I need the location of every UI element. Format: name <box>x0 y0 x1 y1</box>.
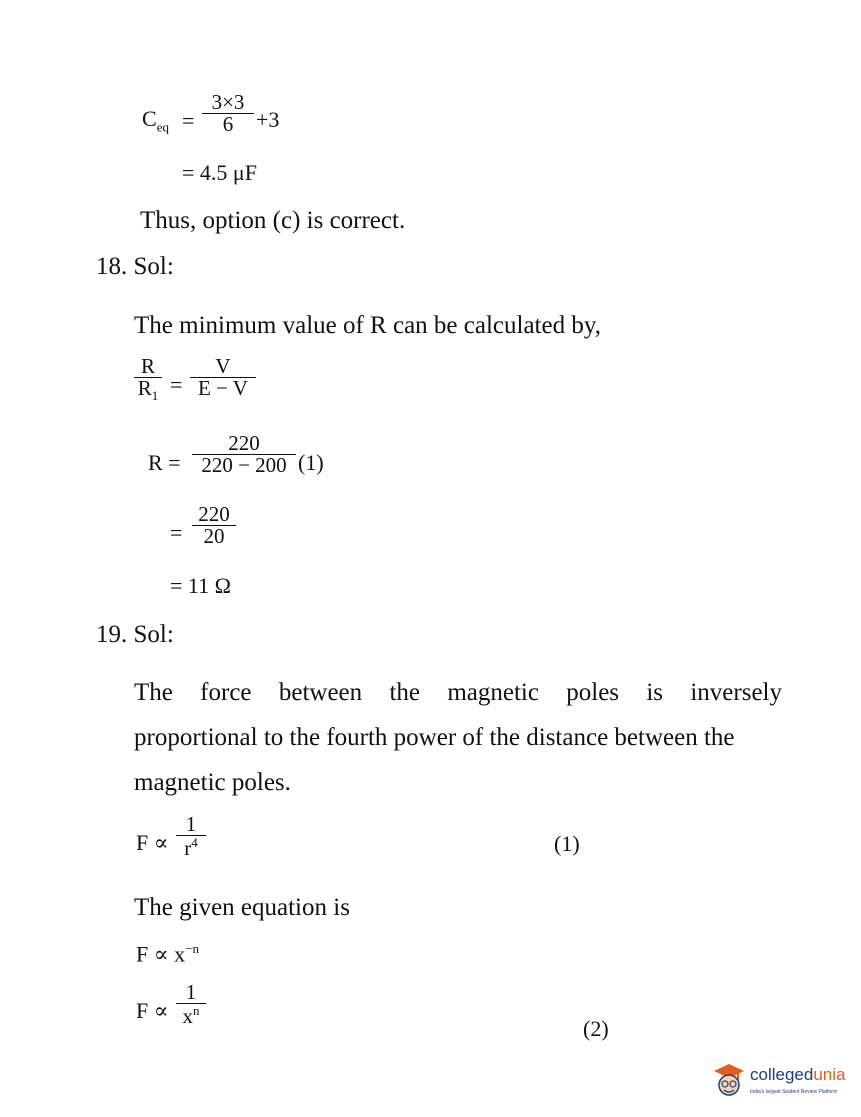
mark-2: (2) <box>583 1016 609 1041</box>
graduate-icon <box>712 1061 746 1101</box>
logo-tagline: India's largest Student Review Platform <box>750 1089 838 1095</box>
fraction-220-over-220-minus-200: 220 220 − 200 <box>192 433 296 476</box>
fraction-1-over-r4: 1 $r^4$ <box>176 814 206 859</box>
given-equation: $F \propto x^{-n}$ <box>136 941 199 967</box>
fraction-3x3-over-6: 3×3 6 <box>202 92 254 135</box>
plus-three: +3 <box>256 107 280 132</box>
fraction-r-over-r1: R $R_1$ <box>134 356 162 402</box>
mark-1: (1) <box>298 450 324 475</box>
heading-q19: 19. Sol: <box>96 621 174 648</box>
q18-intro: The minimum value of R can be calculated by, <box>134 312 601 339</box>
conclusion-17: Thus, option (c) is correct. <box>140 207 406 234</box>
f-proportional: F ∝ <box>136 998 169 1023</box>
fraction-220-over-20: 220 20 <box>192 504 236 547</box>
mark-1: (1) <box>554 831 580 856</box>
f-proportional: F ∝ <box>136 830 169 855</box>
given-equation-text: The given equation is <box>134 894 350 921</box>
fraction-v-over-e-minus-v: V E − V <box>190 356 256 399</box>
equals-sign: = <box>170 520 183 545</box>
ceq-result: = 4.5 μF <box>182 160 257 185</box>
heading-q18: 18. Sol: <box>96 253 174 280</box>
c-eq-symbol: $C_{eq}$ <box>142 106 169 135</box>
r-result: = 11 Ω <box>170 573 231 598</box>
q19-para-line-1: The force between the magnetic poles is inversely <box>134 679 782 706</box>
q19-para-line-2: proportional to the fourth power of the distance between the <box>134 724 735 751</box>
fraction-1-over-xn: 1 $x^n$ <box>176 982 206 1027</box>
equals-sign: = <box>170 372 183 397</box>
logo-name: collegedunia <box>750 1065 846 1084</box>
r-equals: R = <box>148 450 181 475</box>
q19-para-line-3: magnetic poles. <box>134 769 291 796</box>
collegedunia-logo <box>712 1061 857 1105</box>
equals-sign: = <box>182 108 195 133</box>
